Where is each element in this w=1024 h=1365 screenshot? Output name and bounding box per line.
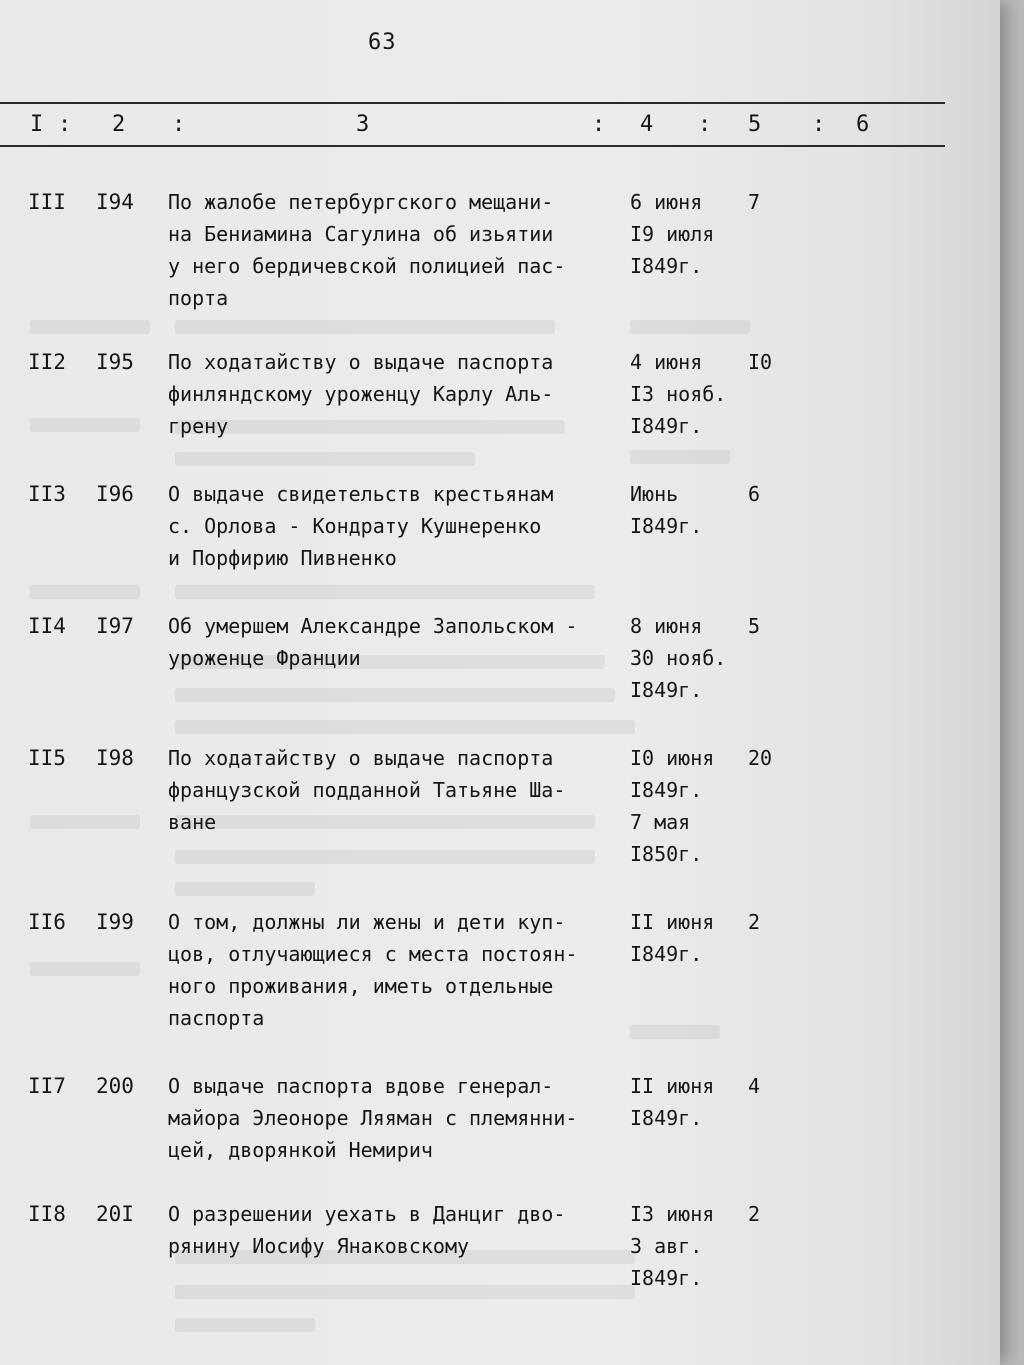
header-col-1: I — [30, 112, 44, 137]
case-title-line: у него бердичевской полицией пас- — [168, 254, 566, 278]
case-title — [168, 478, 638, 574]
header-bottom-rule — [0, 145, 945, 147]
case-title — [168, 610, 638, 674]
date-line: I849г. — [630, 778, 703, 802]
sheet-count: I0 — [748, 350, 773, 374]
case-title — [168, 186, 638, 314]
case-title-line: ване — [168, 810, 217, 834]
header-col-4: 4 — [640, 112, 654, 137]
case-number: I96 — [96, 482, 134, 506]
case-number: 20I — [96, 1202, 134, 1226]
case-title-line: По жалобе петербургского мещани- — [168, 190, 554, 214]
case-title-line: О выдаче свидетельств крестьянам — [168, 482, 554, 506]
case-title-line: на Бениамина Сагулина об изьятии — [168, 222, 554, 246]
case-title-line: рянину Иосифу Янаковскому — [168, 1234, 470, 1258]
header-sep-3: : — [592, 112, 606, 137]
date-line: I849г. — [630, 514, 703, 538]
date-line: I3 нояб. — [630, 382, 727, 406]
case-title-line: ного проживания, иметь отдельные — [168, 974, 554, 998]
case-title — [168, 1070, 638, 1166]
date-line: 6 июня — [630, 190, 703, 214]
case-title-line: французской подданной Татьяне Ша- — [168, 778, 566, 802]
row-number: II6 — [28, 910, 66, 934]
case-title — [168, 742, 638, 838]
row-number: III — [28, 190, 66, 214]
header-col-3: 3 — [356, 112, 370, 137]
case-number: I99 — [96, 910, 134, 934]
case-dates — [630, 742, 760, 870]
header-sep-2: : — [172, 112, 186, 137]
date-line: I3 июня — [630, 1202, 715, 1226]
date-line: I849г. — [630, 1266, 703, 1290]
sheet-count: 4 — [748, 1074, 761, 1098]
case-title-line: с. Орлова - Кондрату Кушнеренко — [168, 514, 542, 538]
case-number: 200 — [96, 1074, 134, 1098]
case-title-line: Об умершем Александре Запольском - — [168, 614, 578, 638]
case-title-line: уроженце Франции — [168, 646, 361, 670]
date-line: I0 июня — [630, 746, 715, 770]
row-number: II8 — [28, 1202, 66, 1226]
case-dates — [630, 1070, 760, 1134]
date-line: I849г. — [630, 1106, 703, 1130]
header-col-6: 6 — [856, 112, 870, 137]
case-title-line: О том, должны ли жены и дети куп- — [168, 910, 566, 934]
case-title — [168, 1198, 638, 1262]
header-col-5: 5 — [748, 112, 762, 137]
date-line: 8 июня — [630, 614, 703, 638]
header-top-rule — [0, 102, 945, 104]
sheet-count: 6 — [748, 482, 761, 506]
case-dates — [630, 1198, 760, 1294]
date-line: I849г. — [630, 678, 703, 702]
date-line: I849г. — [630, 414, 703, 438]
date-line: I850г. — [630, 842, 703, 866]
header-sep-1: : — [58, 112, 72, 137]
row-number: II2 — [28, 350, 66, 374]
case-number: I98 — [96, 746, 134, 770]
case-title-line: О выдаче паспорта вдове генерал- — [168, 1074, 554, 1098]
header-sep-5: : — [812, 112, 826, 137]
date-line: 3 авг. — [630, 1234, 703, 1258]
date-line: 7 мая — [630, 810, 691, 834]
row-number: II7 — [28, 1074, 66, 1098]
case-dates — [630, 346, 760, 442]
case-dates — [630, 478, 760, 542]
date-line: II июня — [630, 1074, 715, 1098]
row-number: II4 — [28, 614, 66, 638]
case-title-line: майора Элеоноре Ляяман с племянни- — [168, 1106, 578, 1130]
date-line: II июня — [630, 910, 715, 934]
case-number: I94 — [96, 190, 134, 214]
row-number: II5 — [28, 746, 66, 770]
date-line: 4 июня — [630, 350, 703, 374]
header-col-2: 2 — [112, 112, 126, 137]
header-sep-4: : — [698, 112, 712, 137]
case-number: I97 — [96, 614, 134, 638]
case-title-line: По ходатайству о выдаче паспорта — [168, 746, 554, 770]
case-dates — [630, 906, 760, 970]
sheet-count: 2 — [748, 1202, 761, 1226]
page-number: 63 — [368, 30, 397, 55]
sheet-count: 5 — [748, 614, 761, 638]
sheet-count: 2 — [748, 910, 761, 934]
case-title — [168, 346, 638, 442]
sheet-count: 7 — [748, 190, 761, 214]
case-number: I95 — [96, 350, 134, 374]
case-title-line: паспорта — [168, 1006, 265, 1030]
date-line: 30 нояб. — [630, 646, 727, 670]
row-number: II3 — [28, 482, 66, 506]
case-title-line: финляндскому уроженцу Карлу Аль- — [168, 382, 554, 406]
case-dates — [630, 186, 760, 282]
case-title-line: О разрешении уехать в Данциг дво- — [168, 1202, 566, 1226]
case-title — [168, 906, 638, 1034]
case-title-line: цей, дворянкой Немирич — [168, 1138, 433, 1162]
case-title-line: и Порфирию Пивненко — [168, 546, 397, 570]
case-title-line: По ходатайству о выдаче паспорта — [168, 350, 554, 374]
case-title-line: порта — [168, 286, 229, 310]
date-line: I9 июля — [630, 222, 715, 246]
date-line: I849г. — [630, 254, 703, 278]
case-dates — [630, 610, 760, 706]
date-line: I849г. — [630, 942, 703, 966]
case-title-line: цов, отлучающиеся с места постоян- — [168, 942, 578, 966]
date-line: Июнь — [630, 482, 679, 506]
sheet-count: 20 — [748, 746, 773, 770]
case-title-line: грену — [168, 414, 229, 438]
